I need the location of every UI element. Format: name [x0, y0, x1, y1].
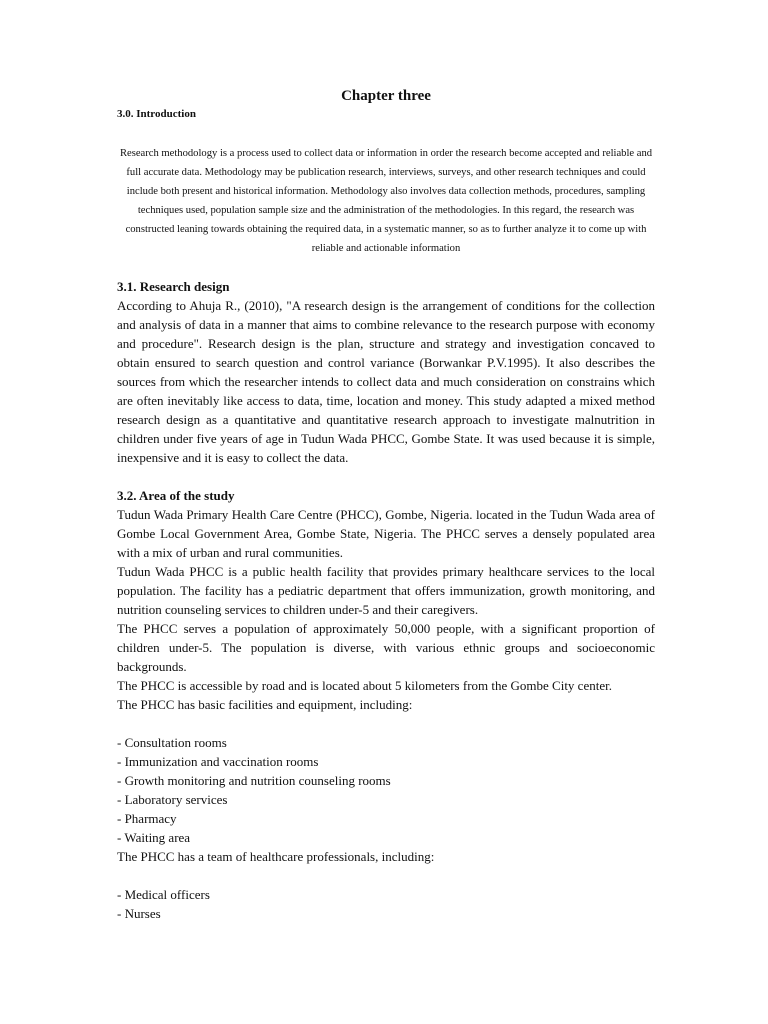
list-item: - Laboratory services: [117, 792, 228, 807]
area-paragraph-location: Tudun Wada Primary Health Care Centre (PHCC), Gombe, Nigeria. located in the Tudun Wada area of Gombe Local Government Area, Gombe State, Nigeria. The PHCC serves a densely populated area with a mix of urban and rural communities.: [117, 507, 655, 560]
intro-paragraph: Research methodology is a process used to collect data or information in order the research become accepted and reliable and full accurate data. Methodology may be publication research, interviews, surveys, and other research techniques and could include both present and historical information. Methodology also involves data collection methods, procedures, sampling techniques used, population sample size and the administration of the methodologies. In this regard, the research was constructed leaning towards obtaining the required data, in a systematic manner, so as to further analyze it to come up with reliable and actionable information: [119, 148, 653, 254]
area-of-study-heading: 3.2. Area of the study: [117, 488, 235, 503]
chapter-title: Chapter three: [341, 88, 431, 104]
research-design-paragraph: According to Ahuja R., (2010), "A research design is the arrangement of conditions for the collection and analysis of data in a manner that aims to combine relevance to the research purpose with economy and procedure". Research design is the plan, structure and strategy and investigation concaved to obtain ensured to search question and control variance (Borwankar P.V.1995). It also describes the sources from which the researcher intends to collect data and much consideration on constrains which are often inevitably like access to data, time, location and money. This study adapted a mixed method research design as a quantitative and quantitative research approach to investigate malnutrition in children under five years of age in Tudun Wada PHCC, Gombe State. It was used because it is simple, inexpensive and it is easy to collect the data.: [117, 298, 655, 465]
area-paragraph-facilities-intro: The PHCC has basic facilities and equipment, including:: [117, 697, 413, 712]
blank-line: [117, 714, 655, 733]
area-of-study-section: [117, 486, 655, 923]
intro-heading: 3.0. Introduction: [117, 108, 196, 120]
list-item: - Nurses: [117, 906, 161, 921]
research-design-heading: 3.1. Research design: [117, 279, 230, 294]
area-paragraph-access: The PHCC is accessible by road and is located about 5 kilometers from the Gombe City center.: [117, 678, 612, 693]
list-item: - Waiting area: [117, 830, 191, 845]
list-item: - Consultation rooms: [117, 735, 227, 750]
blank-line: [117, 866, 655, 885]
team-intro: The PHCC has a team of healthcare professionals, including:: [117, 849, 435, 864]
facilities-list: [117, 733, 655, 847]
list-item: - Immunization and vaccination rooms: [117, 754, 319, 769]
team-list: [117, 885, 655, 923]
list-item: - Pharmacy: [117, 811, 177, 826]
area-paragraph-facility: Tudun Wada PHCC is a public health facility that provides primary healthcare services to the local population. The facility has a pediatric department that offers immunization, growth monitoring, and nutrition counseling services to children under-5 and their caregivers.: [117, 564, 655, 617]
list-item: - Medical officers: [117, 887, 210, 902]
list-item: - Growth monitoring and nutrition counseling rooms: [117, 773, 391, 788]
research-design-section: [117, 277, 655, 467]
area-paragraph-population: The PHCC serves a population of approximately 50,000 people, with a significant proportion of children under-5. The population is diverse, with various ethnic groups and socioeconomic backgrounds.: [117, 621, 655, 674]
